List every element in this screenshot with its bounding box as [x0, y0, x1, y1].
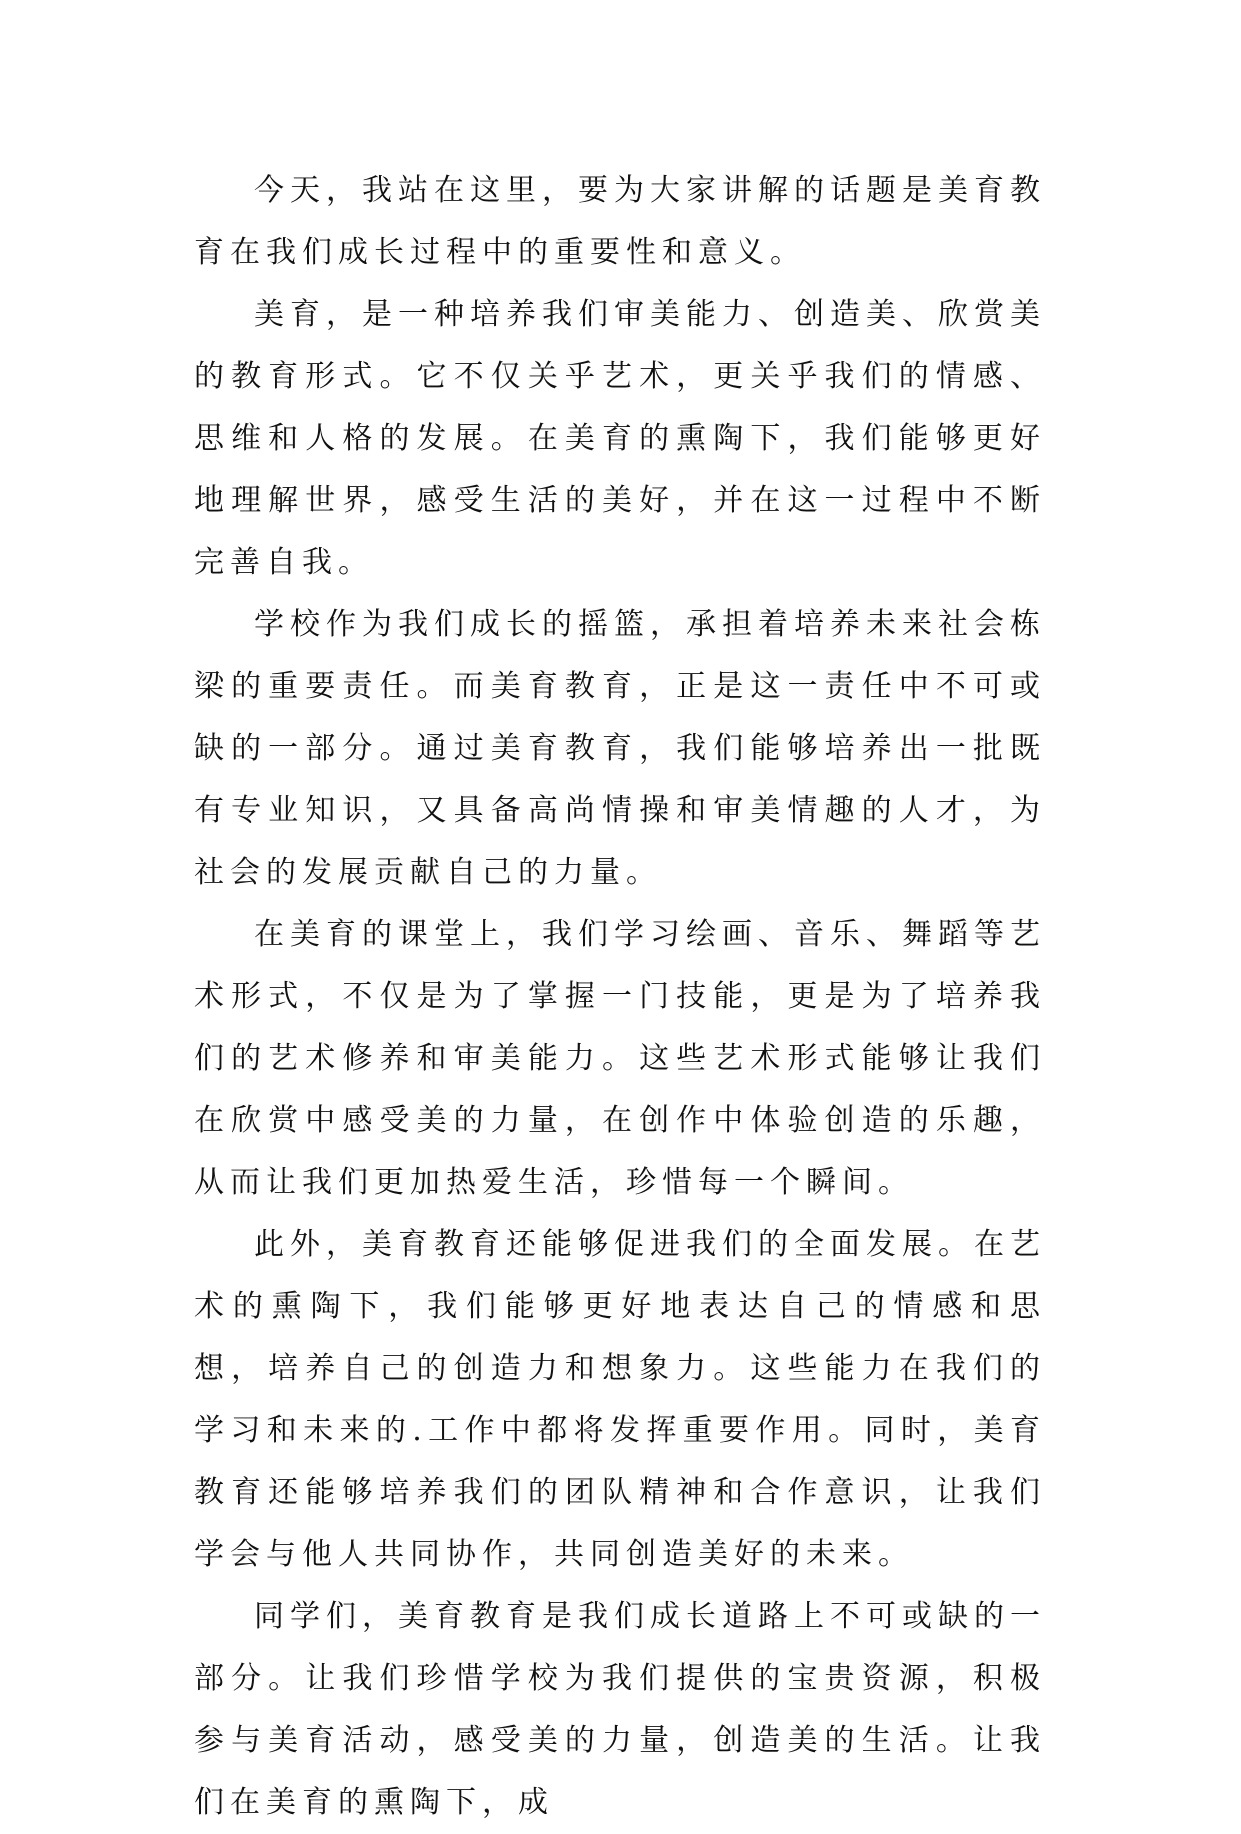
paragraph: 此外，美育教育还能够促进我们的全面发展。在艺术的熏陶下，我们能够更好地表达自己的情感和思想，培养自己的创造力和想象力。这些能力在我们的学习和未来的.工作中都将发挥重要作用。同时，美育教育还能够培养我们的团队精神和合作意识，让我们学会与他人共同协作，共同创造美好的未来。 — [194, 1227, 1046, 1572]
paragraph: 学校作为我们成长的摇篮，承担着培养未来社会栋梁的重要责任。而美育教育，正是这一责任中不可或缺的一部分。通过美育教育，我们能够培养出一批既有专业知识，又具备高尚情操和审美情趣的人才，为社会的发展贡献自己的力量。 — [194, 607, 1046, 890]
paragraph: 美育，是一种培养我们审美能力、创造美、欣赏美的教育形式。它不仅关乎艺术，更关乎我们的情感、思维和人格的发展。在美育的熏陶下，我们能够更好地理解世界，感受生活的美好，并在这一过程中不断完善自我。 — [194, 297, 1046, 580]
paragraph: 在美育的课堂上，我们学习绘画、音乐、舞蹈等艺术形式，不仅是为了掌握一门技能，更是为了培养我们的艺术修养和审美能力。这些艺术形式能够让我们在欣赏中感受美的力量，在创作中体验创造的乐趣，从而让我们更加热爱生活，珍惜每一个瞬间。 — [194, 917, 1046, 1200]
document-body — [194, 160, 1046, 1834]
paragraph: 今天，我站在这里，要为大家讲解的话题是美育教育在我们成长过程中的重要性和意义。 — [194, 173, 1046, 270]
paragraph: 同学们，美育教育是我们成长道路上不可或缺的一部分。让我们珍惜学校为我们提供的宝贵资源，积极参与美育活动，感受美的力量，创造美的生活。让我们在美育的熏陶下，成 — [194, 1599, 1046, 1820]
